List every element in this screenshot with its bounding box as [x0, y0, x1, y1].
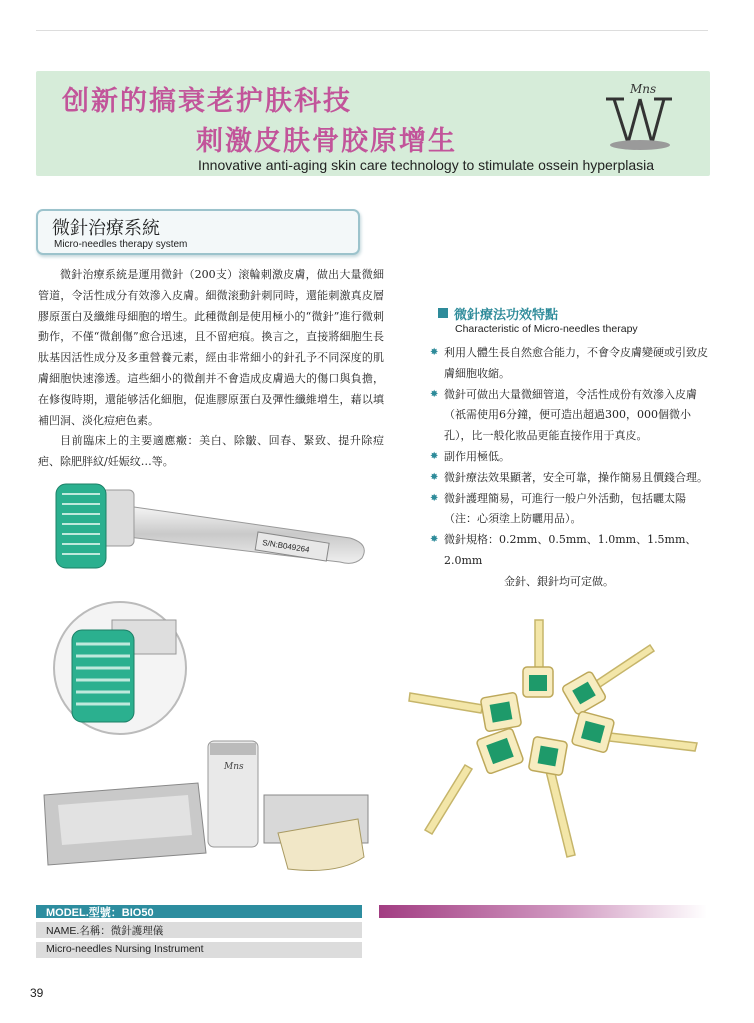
- roller-closeup-image: [52, 600, 188, 736]
- banner-subtitle: Innovative anti-aging skin care technology to stimulate ossein hyperplasia: [198, 157, 655, 173]
- model-label: MODEL.型號：BIO50: [46, 907, 154, 919]
- name-en-bar: [36, 942, 362, 958]
- package-label: Mns: [224, 762, 244, 772]
- page-number: 39: [30, 986, 44, 1000]
- feature-item: ✸ 微針護理簡易，可進行一般户外活動，包括曬太陽（注：心須塗上防曬用品）。: [428, 489, 712, 531]
- section-title-en: Micro-needles therapy system: [54, 239, 188, 250]
- star-bullet-icon: ✸: [430, 388, 439, 400]
- features-title-cn: 微針療法功效特點: [454, 308, 559, 323]
- star-bullet-icon: ✸: [430, 492, 439, 504]
- header-banner: [36, 71, 710, 176]
- name-bar: [36, 922, 362, 938]
- description-paragraph-1: 微針治療系統是運用微針（200支）滚輪刺激皮膚，做出大量微細管道，令活性成分有效滲入皮膚。細微滚動針刺同時，還能刺激真皮層膠原蛋白及纖維母細胞的增生。此種微創是使用極小的“微針”進行微刺動作，不僅“微創傷”愈合迅速，且不留疤痕。換言之，直接將細胞生長肽基因活性成分及多重營養元素，經由非常細小的針孔予不同深度的肌膚細胞快速滲透。這些細小的微創并不會造成皮膚過大的傷口與負擔，在修復時期，還能够活化細胞，促進膠原蛋白及彈性纖維增生，藉以填補凹洞、淡化痘疤色素。: [38, 268, 384, 427]
- feature-item: ✸ 微針規格：0.2mm、0.5mm、1.0mm、1.5mm、2.0mm 金針、銀針均可定做。: [428, 530, 712, 592]
- section-title-box: [36, 209, 360, 255]
- logo-text: Mns: [630, 82, 657, 96]
- mns-logo: [604, 77, 674, 153]
- features-list: [428, 343, 712, 593]
- description-text: [38, 265, 384, 473]
- banner-title-line2: 刺激皮肤骨胶原增生: [196, 126, 457, 157]
- derma-roller-image: [40, 470, 370, 580]
- name-en-label: Micro-needles Nursing Instrument: [46, 943, 204, 955]
- roller-heads-image: [405, 615, 710, 865]
- section-title-cn: 微針治療系統: [52, 218, 160, 239]
- name-label: NAME.名稱：微針護理儀: [46, 925, 164, 937]
- star-bullet-icon: ✸: [430, 450, 439, 462]
- features-title-en: Characteristic of Micro-needles therapy: [455, 323, 638, 335]
- star-bullet-icon: ✸: [430, 347, 439, 358]
- banner-title-line1: 创新的搞衰老护肤科技: [62, 86, 352, 117]
- feature-item: ✸ 利用人體生長自然愈合能力，不會令皮膚變硬或引致皮膚細胞收縮。: [428, 343, 712, 385]
- feature-item: ✸ 微針療法效果顯著，安全可靠，操作簡易且價錢合理。: [428, 468, 712, 489]
- description-paragraph-2: 目前臨床上的主要適應癥：美白、除皺、回春、緊致、提升除痘疤、除肥胖紋/妊娠纹…等。: [38, 434, 384, 469]
- gradient-bar: [379, 905, 707, 918]
- star-bullet-icon: ✸: [430, 534, 439, 546]
- product-packaging-image: [38, 735, 378, 885]
- star-bullet-icon: ✸: [430, 471, 439, 483]
- feature-item: ✸ 副作用極低。: [428, 447, 712, 468]
- feature-item: ✸ 微針可做出大量微細管道，令活性成份有效滲入皮膚（祇需使用6分鐘，便可造出超過300，000個微小孔），比一般化妝品更能直接作用于真皮。: [428, 385, 712, 447]
- square-bullet-icon: [438, 308, 448, 318]
- feature-item-tail: 金針、銀針均可定做。: [504, 574, 614, 588]
- top-divider: [36, 30, 708, 31]
- model-bar: [36, 905, 362, 918]
- serial-number: S/N:B049264: [261, 538, 311, 555]
